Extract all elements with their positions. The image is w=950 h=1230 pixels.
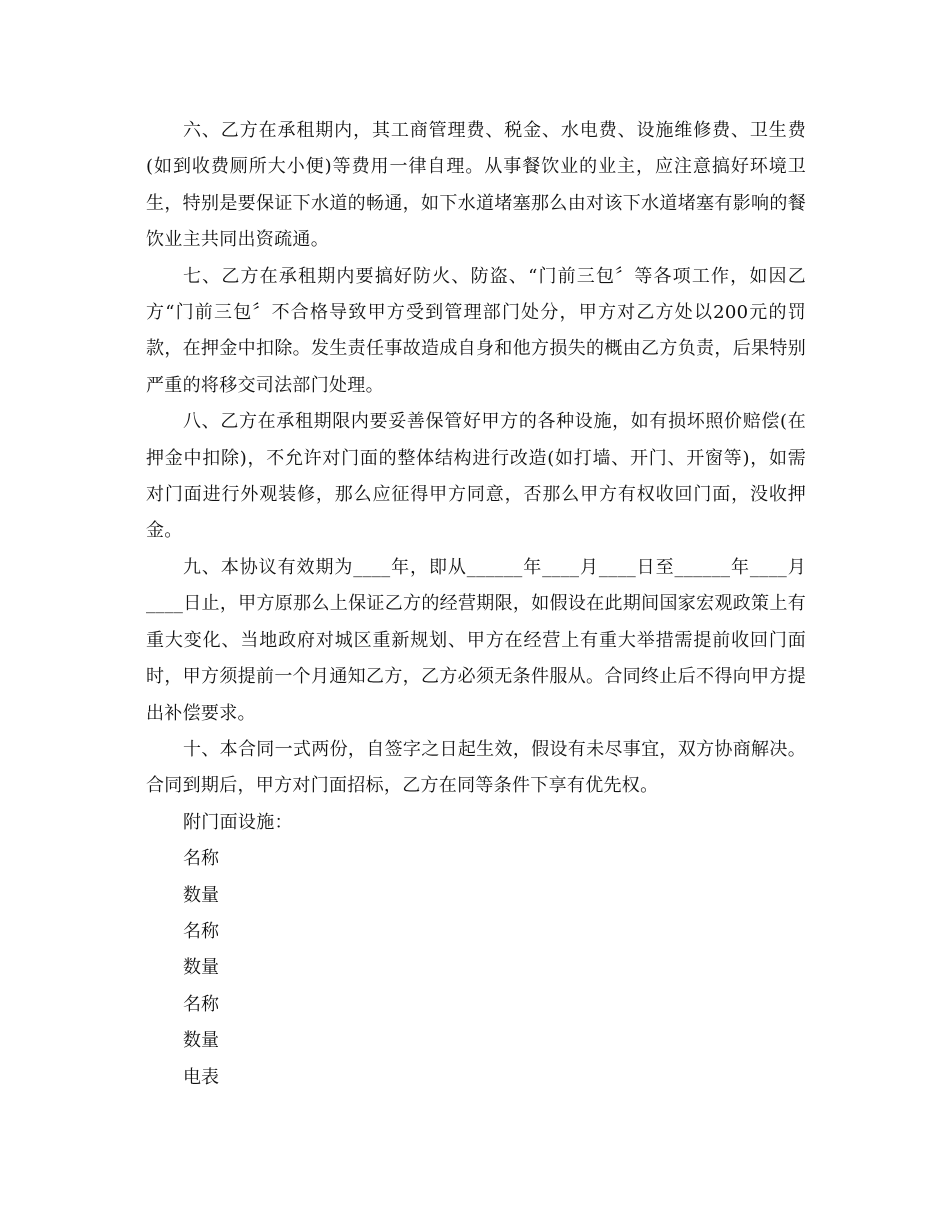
clause-seven: 七、乙方在承租期内要搞好防火、防盗、“门前三包〞等各项工作，如因乙方“门前三包〞不合格导致甲方受到管理部门处分，甲方对乙方处以200元的罚款，在押金中扣除。发生责任事故造成自身和他方损失的概由乙方负责，后果特别严重的将移交司法部门处理。 — [146, 265, 806, 396]
facility-item-quantity: 数量 — [183, 1030, 219, 1052]
clause-eight: 八、乙方在承租期限内要妥善保管好甲方的各种设施，如有损坏照价赔偿(在押金中扣除)，不允许对门面的整体结构进行改造(如打墙、开门、开窗等)，如需对门面进行外观装修，那么应征得甲方同意，否那么甲方有权收回门面，没收押金。 — [146, 411, 806, 542]
document-body — [146, 113, 806, 1096]
facility-item-meter: 电表 — [183, 1066, 219, 1088]
facility-item-name: 名称 — [183, 993, 219, 1015]
facility-item-name: 名称 — [183, 920, 219, 942]
facilities-heading: 附门面设施： — [183, 811, 293, 833]
facility-item-quantity: 数量 — [183, 957, 219, 979]
clause-ten: 十、本合同一式两份，自签字之日起生效，假设有未尽事宜，双方协商解决。合同到期后，甲方对门面招标，乙方在同等条件下享有优先权。 — [146, 738, 806, 797]
clause-nine: 九、本协议有效期为____年，即从______年____月____日至______年____月____日止，甲方原那么上保证乙方的经营期限，如假设在此期间国家宏观政策上有重大变化、当地政府对城区重新规划、甲方在经营上有重大举措需提前收回门面时，甲方须提前一个月通知乙方，乙方必须无条件服从。合同终止后不得向甲方提出补偿要求。 — [146, 556, 806, 724]
facility-item-name: 名称 — [183, 848, 219, 870]
facility-item-quantity: 数量 — [183, 884, 219, 906]
clause-six: 六、乙方在承租期内，其工商管理费、税金、水电费、设施维修费、卫生费(如到收费厕所大小便)等费用一律自理。从事餐饮业的业主，应注意搞好环境卫生，特别是要保证下水道的畅通，如下水道堵塞那么由对该下水道堵塞有影响的餐饮业主共同出资疏通。 — [146, 120, 806, 251]
